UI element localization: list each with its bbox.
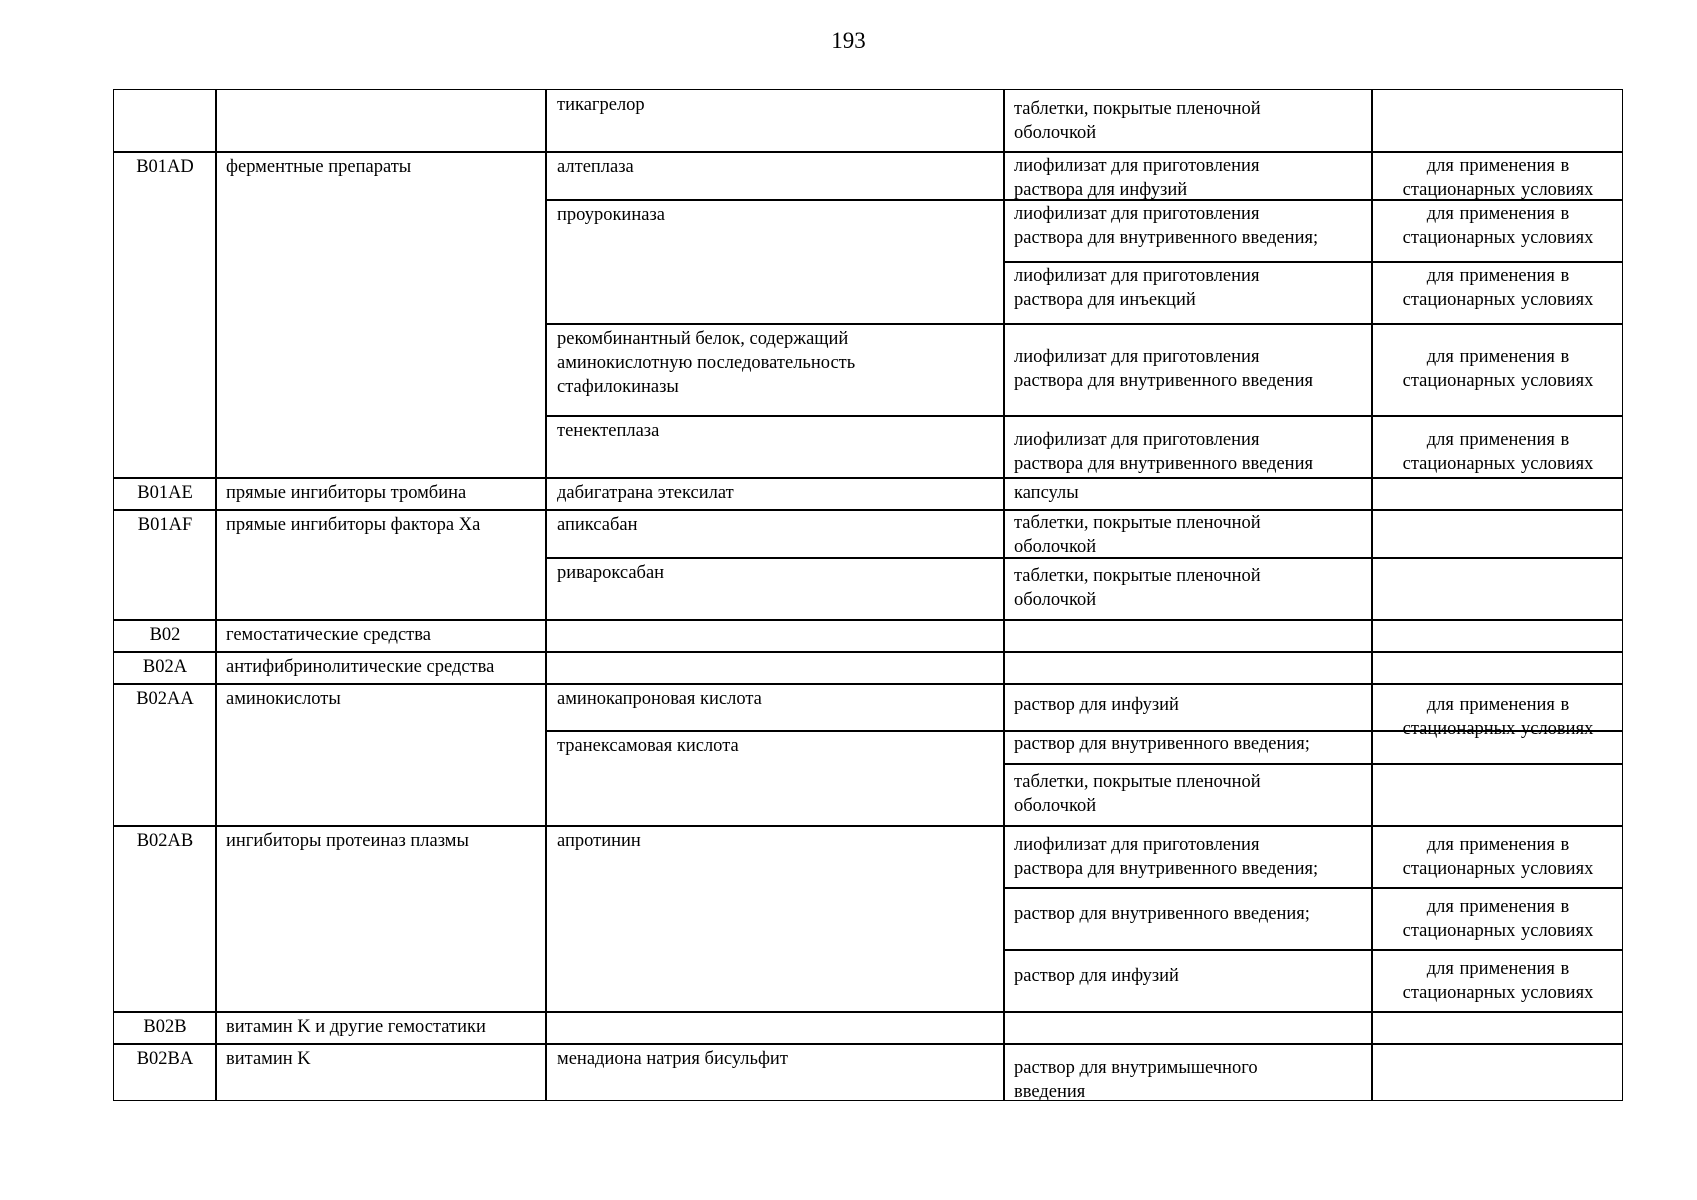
atc-code: B02 xyxy=(149,625,181,645)
atc-group-name: антифибринолитические средства xyxy=(226,657,495,677)
row-divider xyxy=(1003,477,1623,479)
row-divider xyxy=(545,557,1004,559)
atc-group-name: прямые ингибиторы фактора Xa xyxy=(226,515,481,535)
substance-name: тикагрелор xyxy=(557,95,645,115)
substance-name: проурокиназа xyxy=(557,205,665,225)
atc-group-name: ферментные препараты xyxy=(226,157,412,177)
row-divider xyxy=(113,1011,546,1013)
atc-code: B01AF xyxy=(137,515,193,535)
row-divider xyxy=(1003,825,1623,827)
row-divider xyxy=(545,1043,1004,1045)
row-divider xyxy=(1003,415,1623,417)
row-divider xyxy=(113,151,546,153)
substance-name: тенектеплаза xyxy=(557,421,660,441)
row-divider xyxy=(545,651,1004,653)
dosage-form: лиофилизат для приготовления раствора для инъекций xyxy=(1014,266,1260,310)
atc-code: B02AB xyxy=(136,831,194,851)
row-divider xyxy=(1003,1043,1623,1045)
row-divider xyxy=(1003,323,1623,325)
substance-name: апиксабан xyxy=(557,515,638,535)
atc-group-name: аминокислоты xyxy=(226,689,341,709)
usage-note: для применения в стационарных условиях xyxy=(1402,835,1594,879)
row-divider xyxy=(545,1011,1004,1013)
row-divider xyxy=(545,619,1004,621)
row-divider xyxy=(545,477,1004,479)
row-divider xyxy=(1003,151,1623,153)
substance-name: менадиона натрия бисульфит xyxy=(557,1049,788,1069)
row-divider xyxy=(545,323,1004,325)
atc-group-name: прямые ингибиторы тромбина xyxy=(226,483,467,503)
row-divider xyxy=(545,730,1004,732)
substance-name: транексамовая кислота xyxy=(557,736,739,756)
atc-group-name: витамин K и другие гемостатики xyxy=(226,1017,486,1037)
dosage-form: лиофилизат для приготовления раствора для внутривенного введения; xyxy=(1014,204,1319,248)
dosage-form: таблетки, покрытые пленочной оболочкой xyxy=(1014,566,1261,610)
atc-code: B02AA xyxy=(136,689,194,709)
atc-code: B01AD xyxy=(136,157,194,177)
column-divider xyxy=(545,89,547,1101)
row-divider xyxy=(1003,619,1623,621)
row-divider xyxy=(545,415,1004,417)
substance-name: ривароксабан xyxy=(557,563,665,583)
dosage-form: таблетки, покрытые пленочной оболочкой xyxy=(1014,772,1261,816)
atc-code: B02B xyxy=(143,1017,187,1037)
usage-note: для применения в стационарных условиях xyxy=(1402,266,1594,310)
substance-name: алтеплаза xyxy=(557,157,634,177)
row-divider xyxy=(1003,887,1623,889)
row-divider xyxy=(545,199,1004,201)
substance-name: дабигатрана этексилат xyxy=(557,483,734,503)
row-divider xyxy=(1003,651,1623,653)
row-divider xyxy=(545,151,1004,153)
row-divider xyxy=(113,683,546,685)
dosage-form: таблетки, покрытые пленочной оболочкой xyxy=(1014,513,1261,557)
atc-code: B02A xyxy=(142,657,188,677)
row-divider xyxy=(113,1043,546,1045)
row-divider xyxy=(1003,261,1623,263)
row-divider xyxy=(545,683,1004,685)
dosage-form: лиофилизат для приготовления раствора для инфузий xyxy=(1014,156,1260,200)
usage-note: для применения в стационарных условиях xyxy=(1402,959,1594,1003)
column-divider xyxy=(215,89,217,1101)
dosage-form: лиофилизат для приготовления раствора для внутривенного введения; xyxy=(1014,835,1319,879)
usage-note: для применения в стационарных условиях xyxy=(1402,156,1594,200)
row-divider xyxy=(1003,683,1623,685)
dosage-form: раствор для внутривенного введения; xyxy=(1014,904,1310,924)
dosage-form: лиофилизат для приготовления раствора для внутривенного введения xyxy=(1014,430,1313,474)
row-divider xyxy=(545,509,1004,511)
dosage-form: таблетки, покрытые пленочной оболочкой xyxy=(1014,99,1261,143)
dosage-form: раствор для инфузий xyxy=(1014,966,1179,986)
row-divider xyxy=(113,477,546,479)
substance-name: аминокапроновая кислота xyxy=(557,689,762,709)
usage-note: для применения в стационарных условиях xyxy=(1402,430,1594,474)
atc-group-name: гемостатические средства xyxy=(226,625,431,645)
row-divider xyxy=(113,651,546,653)
substance-name: рекомбинантный белок, содержащий аминокислотную последовательность стафилокиназы xyxy=(557,329,856,397)
dosage-form: лиофилизат для приготовления раствора для внутривенного введения xyxy=(1014,347,1313,391)
usage-note: для применения в стационарных условиях xyxy=(1402,204,1594,248)
usage-note: для применения в стационарных условиях xyxy=(1402,347,1594,391)
usage-note: для применения в стационарных условиях xyxy=(1402,897,1594,941)
row-divider xyxy=(1003,1011,1623,1013)
atc-group-name: ингибиторы протеиназ плазмы xyxy=(226,831,469,851)
atc-group-name: витамин K xyxy=(226,1049,311,1069)
dosage-form: раствор для инфузий xyxy=(1014,695,1179,715)
row-divider xyxy=(113,619,546,621)
row-divider xyxy=(113,509,546,511)
row-divider xyxy=(1003,949,1623,951)
substance-name: апротинин xyxy=(557,831,641,851)
dosage-form: раствор для внутривенного введения; xyxy=(1014,734,1310,754)
page-number: 193 xyxy=(831,28,866,53)
row-divider xyxy=(545,825,1004,827)
usage-note: для применения в стационарных условиях xyxy=(1402,695,1594,739)
atc-code: B01AE xyxy=(137,483,193,503)
dosage-form: капсулы xyxy=(1014,483,1079,503)
row-divider xyxy=(1003,763,1623,765)
atc-code: B02BA xyxy=(136,1049,194,1069)
dosage-form: раствор для внутримышечного введения xyxy=(1014,1058,1258,1102)
row-divider xyxy=(113,825,546,827)
